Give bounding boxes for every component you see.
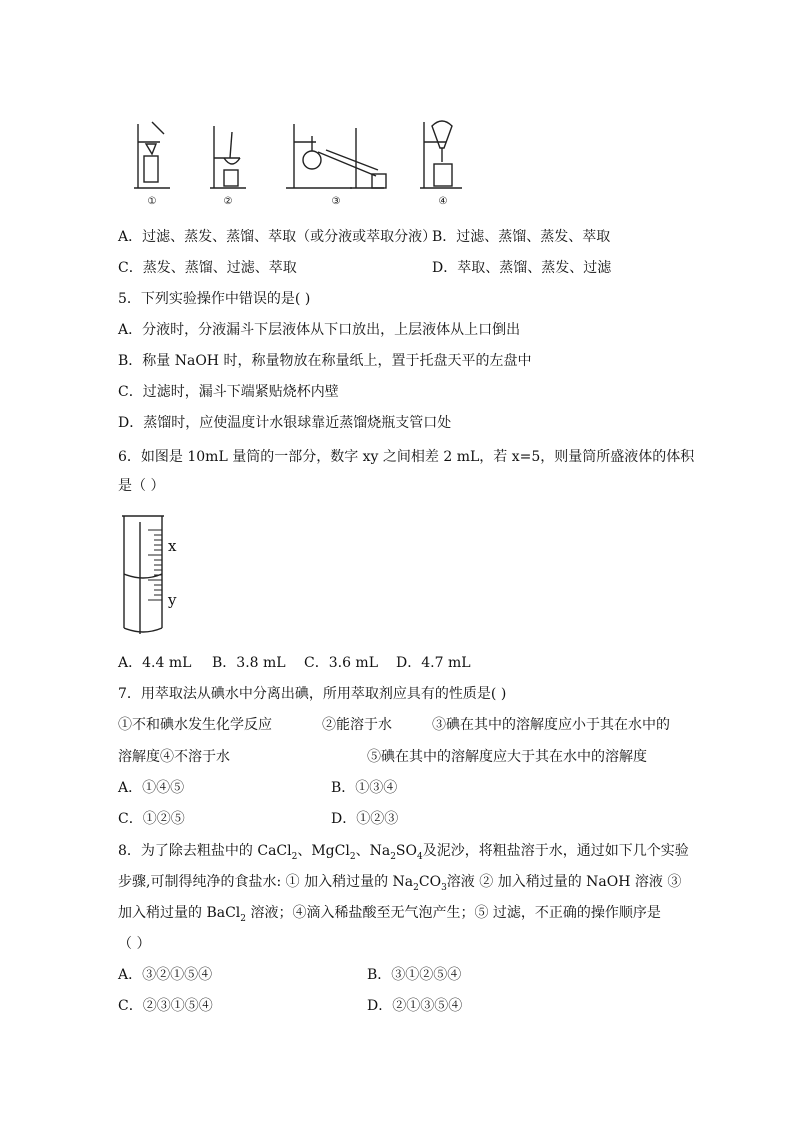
q7-property-2: ②能溶于水 (322, 717, 392, 733)
q8-stem-line3 (118, 903, 661, 923)
q8-text: 溶液 ② 加入稍过量的 NaOH 溶液 ③ (446, 874, 682, 890)
q8-text: 溶液；④滴入稀盐酸至无气泡产生；⑤ 过滤，不正确的操作顺序是 (246, 905, 661, 921)
cylinder-mark-y: y (168, 591, 177, 609)
q6-option-d: D．4.7 mL (396, 655, 471, 671)
q8-text: 、MgCl (297, 843, 350, 859)
q7-option-c: C．①②⑤ (118, 811, 185, 827)
q8-text: SO (395, 843, 417, 859)
apparatus-figures (120, 112, 470, 212)
subscript: 4 (417, 851, 423, 862)
q7-property-3: ③碘在其中的溶解度应小于其在水中的 (432, 717, 670, 733)
q8-option-d: D．②①③⑤④ (367, 998, 463, 1014)
q6-option-a: A．4.4 mL (118, 655, 192, 671)
q8-text: 及泥沙，将粗盐溶于水，通过如下几个实验 (422, 843, 689, 859)
q7-property-1: ①不和碘水发生化学反应 (118, 717, 272, 733)
apparatus-label-3: ③ (331, 196, 341, 207)
q8-option-a: A．③②①⑤④ (118, 967, 213, 983)
q7-option-a: A．①④⑤ (118, 780, 185, 796)
q6-stem-line1: 6．如图是 10mL 量筒的一部分，数字 xy 之间相差 2 mL，若 x=5，则量筒所盛液体的体积 (118, 449, 695, 465)
q4-option-b: B．过滤、蒸馏、蒸发、萃取 (432, 229, 611, 245)
q5-option-c: C．过滤时，漏斗下端紧贴烧杯内壁 (118, 384, 339, 400)
q6-stem-line2: 是（ ） (118, 478, 165, 494)
q6-option-b: B．3.8 mL (212, 655, 286, 671)
subscript: 2 (390, 851, 396, 862)
graduated-cylinder-figure (118, 512, 178, 638)
q8-text: 、Na (355, 843, 391, 859)
subscript: 2 (240, 913, 247, 924)
q5-option-d: D．蒸馏时，应使温度计水银球靠近蒸馏烧瓶支管口处 (118, 415, 452, 431)
q4-option-d: D．萃取、蒸馏、蒸发、过滤 (432, 260, 612, 276)
q4-option-a: A．过滤、蒸发、蒸馏、萃取（或分液或萃取分液） (118, 229, 437, 245)
subscript: 2 (291, 851, 298, 862)
q8-text: 8．为了除去粗盐中的 CaCl (118, 843, 292, 859)
q8-stem-line2 (118, 872, 681, 892)
q6-option-c: C．3.6 mL (304, 655, 378, 671)
q5-option-b: B．称量 NaOH 时，称量物放在称量纸上，置于托盘天平的左盘中 (118, 353, 532, 369)
q7-property-5: ⑤碘在其中的溶解度应大于其在水中的溶解度 (367, 749, 647, 765)
q5-stem: 5．下列实验操作中错误的是( ) (118, 291, 311, 307)
q8-text: 步骤,可制得纯净的食盐水: ① 加入稍过量的 Na (118, 874, 414, 890)
q8-text: 加入稍过量的 BaCl (118, 905, 241, 921)
q8-option-c: C．②③①⑤④ (118, 998, 213, 1014)
q8-stem-line1 (118, 841, 689, 861)
q5-option-a: A．分液时，分液漏斗下层液体从下口放出，上层液体从上口倒出 (118, 322, 521, 338)
q7-stem: 7．用萃取法从碘水中分离出碘，所用萃取剂应具有的性质是( ) (118, 686, 507, 702)
cylinder-mark-x: x (168, 537, 177, 555)
subscript: 3 (441, 882, 447, 893)
apparatus-label-4: ④ (438, 196, 448, 207)
q8-option-b: B．③①②⑤④ (367, 967, 462, 983)
q8-stem-line4: （ ） (118, 936, 151, 952)
q7-option-b: B．①③④ (331, 780, 398, 796)
apparatus-label-2: ② (223, 196, 233, 207)
apparatus-label-1: ① (147, 196, 157, 207)
subscript: 2 (413, 882, 419, 893)
subscript: 2 (349, 851, 356, 862)
q7-property-3-cont: 溶解度④不溶于水 (118, 749, 230, 765)
q4-option-c: C．蒸发、蒸馏、过滤、萃取 (118, 260, 297, 276)
q7-option-d: D．①②③ (331, 811, 399, 827)
q8-text: CO (418, 874, 442, 890)
